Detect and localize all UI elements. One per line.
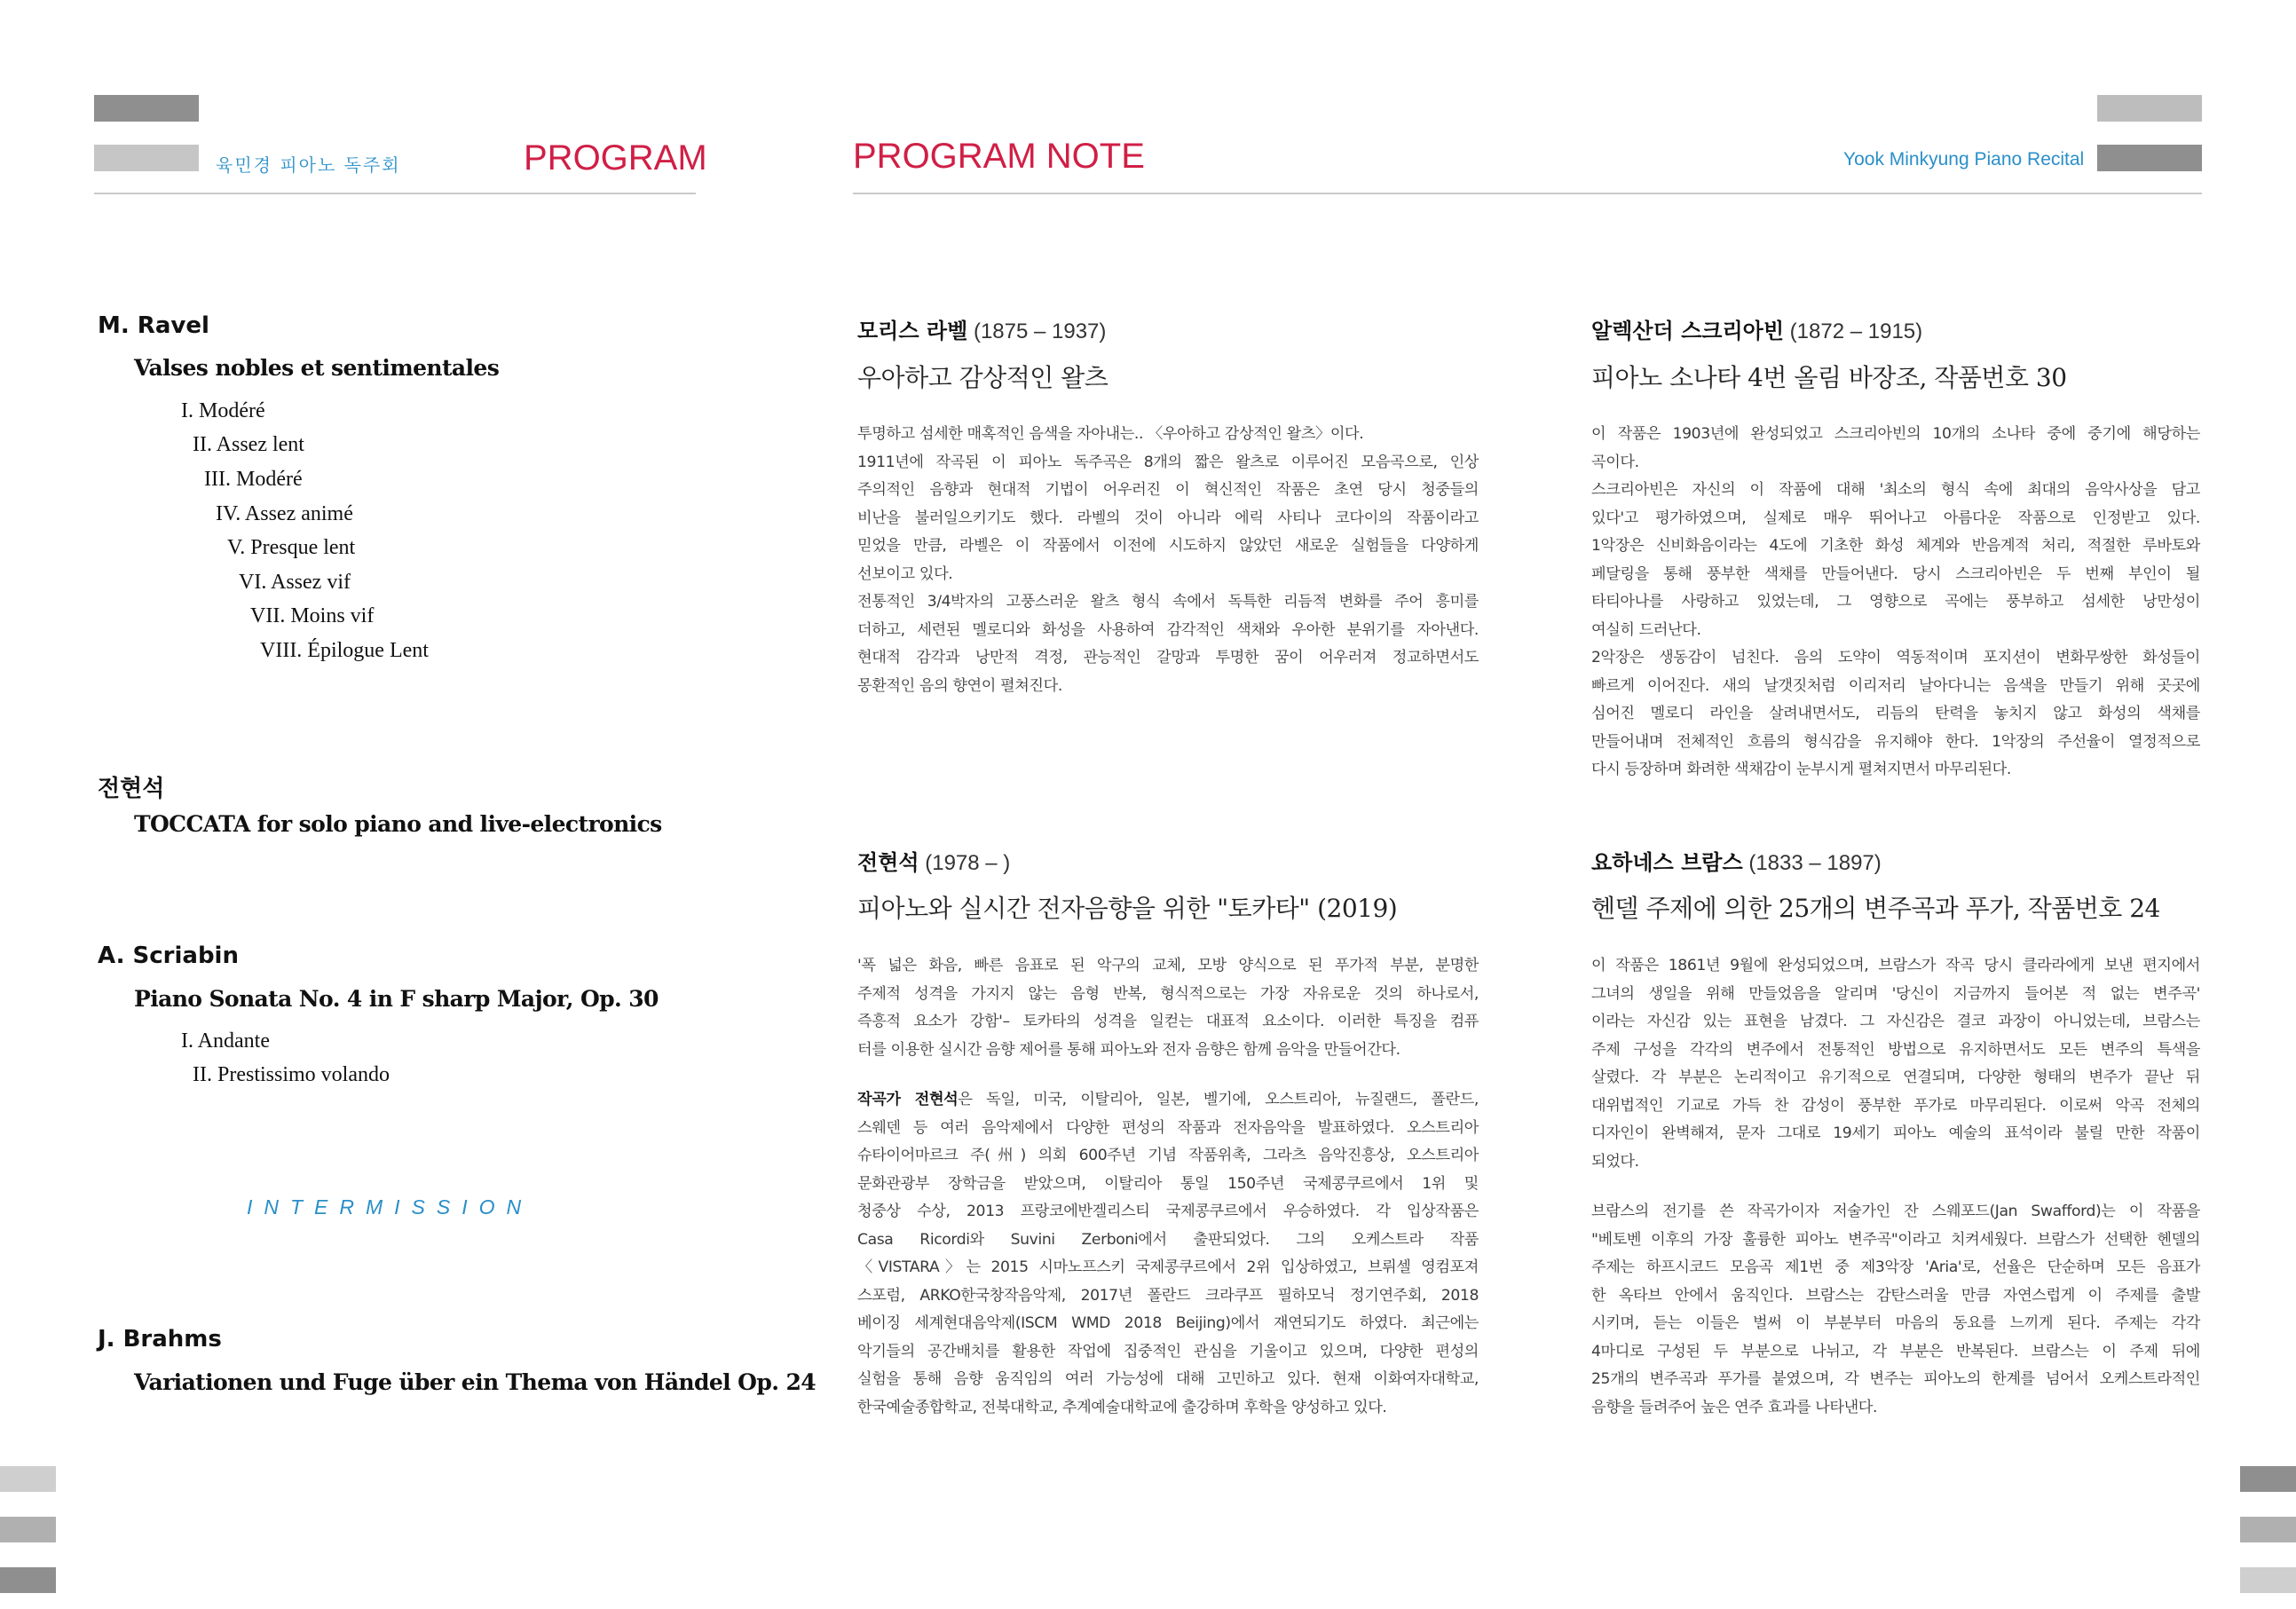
note-line: 있다'고 평가하였으며, 실제로 매우 뛰어나고 아름다운 작품으로 인정받고 있다. bbox=[1591, 509, 2200, 527]
note-line: 곡이다. bbox=[1591, 453, 1639, 471]
note-line: 한 옥타브 안에서 움직인다. 브람스는 감탄스러울 만큼 자연스럽게 이 주제를 출발 bbox=[1591, 1286, 2200, 1305]
note-line: 빠르게 이어진다. 새의 날갯짓처럼 이리저리 날아다니는 음색을 만들기 위해 곳곳에 bbox=[1591, 676, 2200, 695]
note-composer-name: 모리스 라벨 bbox=[857, 319, 968, 343]
note-bio-first: 은 독일, 미국, 이탈리아, 일본, 벨기에, 오스트리아, 뉴질랜드, 폴란드, bbox=[958, 1091, 1479, 1108]
program-work-brahms: Variationen und Fuge über ein Thema von Händel Op. 24 bbox=[134, 1369, 817, 1395]
program-work-jeon: TOCCATA for solo piano and live-electronics bbox=[134, 811, 662, 837]
note-composer-name: 요하네스 브람스 bbox=[1591, 850, 1743, 875]
note-composer-years: (1978 – ) bbox=[919, 851, 1011, 875]
header-english-title: Yook Minkyung Piano Recital bbox=[1843, 149, 2085, 170]
note-line: Casa Ricordi와 Suvini Zerboni에서 출판되었다. 그의 오케스트라 작품 bbox=[857, 1230, 1479, 1249]
note-line: 슈타이어마르크 주(州) 의회 600주년 기념 작품위촉, 그라츠 음악진흥상, 오스트리아 bbox=[857, 1147, 1479, 1164]
deco-bar bbox=[0, 1517, 56, 1542]
program-movement: VIII. Épilogue Lent bbox=[260, 639, 429, 662]
note-line: 스웨덴 등 여러 음악제에서 다양한 편성의 작품과 전자음악을 발표하였다. 오스트리아 bbox=[857, 1118, 1479, 1137]
note-line: 1악장은 신비화음이라는 4도에 기초한 화성 체계와 반음계적 처리, 적절한 루바토와 bbox=[1591, 537, 2200, 555]
program-composer-scriabin: A. Scriabin bbox=[98, 943, 239, 969]
note-line: 시키며, 듣는 이들은 벌써 이 부분부터 마음의 동요를 느끼게 된다. 주제는 각각 bbox=[1591, 1314, 2200, 1332]
note-heading-ravel bbox=[857, 313, 1106, 344]
program-movement: V. Presque lent bbox=[227, 536, 356, 559]
note-body-brahms bbox=[1591, 952, 2200, 1422]
program-movement: VII. Moins vif bbox=[250, 604, 375, 627]
note-line: 청중상 수상, 2013 프랑코에반겔리스티 국제콩쿠르에서 우승하였다. 각 입상작품은 bbox=[857, 1203, 1479, 1220]
note-line: 여실히 드러난다. bbox=[1591, 620, 1701, 639]
note-body-scriabin bbox=[1591, 421, 2200, 785]
deco-bar bbox=[94, 95, 199, 122]
note-line: 몽환적인 음의 향연이 펼쳐진다. bbox=[857, 676, 1062, 695]
deco-bar bbox=[2097, 145, 2202, 171]
note-line: 악기들의 공간배치를 활용한 작업에 집중적인 관심을 기울이고 있으며, 다양한 편성의 bbox=[857, 1342, 1479, 1361]
program-work-scriabin: Piano Sonata No. 4 in F sharp Major, Op. 30 bbox=[134, 986, 659, 1012]
note-line: 한국예술종합학교, 전북대학교, 추계예술대학교에 출강하며 후학을 양성하고 있다. bbox=[857, 1398, 1387, 1416]
note-heading-brahms bbox=[1591, 845, 1882, 876]
header-rule-left bbox=[94, 193, 696, 194]
header-program: PROGRAM bbox=[524, 138, 707, 177]
note-composer-name: 전현석 bbox=[857, 850, 919, 875]
note-line: 스크리아빈은 자신의 이 작품에 대해 '최소의 형식 속에 최대의 음악사상을 담고 bbox=[1591, 481, 2200, 499]
note-line: 이라는 자신감 있는 표현을 남겼다. 그 자신감은 결코 과장이 아니었는데, 브람스는 bbox=[1591, 1013, 2200, 1030]
deco-bar bbox=[0, 1567, 56, 1593]
note-line: 주의적인 음향과 현대적 기법이 어우러진 이 혁신적인 작품은 초연 당시 청중들의 bbox=[857, 481, 1479, 499]
note-line: 25개의 변주곡과 푸가를 붙였으며, 각 변주는 피아노의 한계를 넘어서 오케스트라적인 bbox=[1591, 1370, 2200, 1388]
note-line: 그녀의 생일을 위해 만들었음을 알리며 '당신이 지금까지 들어본 적 없는 변주곡' bbox=[1591, 984, 2200, 1003]
note-title-brahms: 헨델 주제에 의한 25개의 변주곡과 푸가, 작품번호 24 bbox=[1591, 894, 2160, 923]
note-composer-name: 알렉산더 스크리아빈 bbox=[1591, 319, 1785, 343]
note-line: 베이징 세계현대음악제(ISCM WMD 2018 Beijing)에서 재연되기도 하였다. 최근에는 bbox=[857, 1314, 1479, 1332]
note-line: 투명하고 섬세한 매혹적인 음색을 자아내는.. 〈우아하고 감상적인 왈츠〉이다. bbox=[857, 425, 1364, 443]
note-line: 주제 구성을 각각의 변주에서 전통적인 방법으로 유지하면서도 모든 변주의 특색을 bbox=[1591, 1040, 2200, 1059]
note-line: 페달링을 통해 풍부한 색채를 만들어낸다. 당시 스크리아빈은 두 번째 부인이 될 bbox=[1591, 564, 2200, 583]
note-line: 현대적 감각과 낭만적 격정, 관능적인 갈망과 투명한 꿈이 어우러져 정교하면서도 bbox=[857, 649, 1479, 666]
note-line: 이 작품은 1861년 9월에 완성되었으며, 브람스가 작곡 당시 클라라에게 보낸 편지에서 bbox=[1591, 957, 2200, 974]
program-work-ravel: Valses nobles et sentimentales bbox=[134, 355, 500, 381]
note-line: 1911년에 작곡된 이 피아노 독주곡은 8개의 짧은 왈츠로 이루어진 모음곡으로, 인상 bbox=[857, 453, 1479, 471]
deco-bar bbox=[2240, 1466, 2296, 1492]
header-korean-title: 육민경 피아노 독주회 bbox=[216, 154, 401, 176]
note-title-jeon: 피아노와 실시간 전자음향을 위한 "토카타" (2019) bbox=[857, 894, 1398, 923]
note-heading-jeon bbox=[857, 845, 1010, 876]
note-line: 터를 이용한 실시간 음향 제어를 통해 피아노와 전자 음향은 함께 음악을 만들어간다. bbox=[857, 1040, 1400, 1059]
program-movement: III. Modéré bbox=[204, 468, 303, 491]
program-movement: I. Andante bbox=[181, 1029, 270, 1053]
note-line: 문화관광부 장학금을 받았으며, 이탈리아 통일 150주년 국제콩쿠르에서 1위 및 bbox=[857, 1174, 1479, 1193]
note-line: 스포럼, ARKO한국창작음악제, 2017년 폴란드 크라쿠프 필하모닉 정기연주회, 2018 bbox=[857, 1286, 1479, 1305]
note-line: 즉흥적 요소가 강함'– 토카타의 성격을 일컫는 대표적 요소이다. 이러한 특징을 컴퓨 bbox=[857, 1013, 1479, 1030]
deco-bar bbox=[2240, 1567, 2296, 1593]
note-line: 타티아나를 사랑하고 있었는데, 그 영향으로 곡에는 풍부하고 섬세한 낭만성이 bbox=[1591, 593, 2200, 611]
note-body-jeon bbox=[857, 952, 1479, 1422]
note-bio-label: 작곡가 전현석 bbox=[857, 1091, 959, 1108]
note-line: 되었다. bbox=[1591, 1152, 1639, 1171]
program-movement: I. Modéré bbox=[181, 399, 265, 422]
note-line: 살렸다. 각 부분은 논리적이고 유기적으로 연결되며, 다양한 형태의 변주가 끝난 뒤 bbox=[1591, 1069, 2200, 1086]
note-title-scriabin: 피아노 소나타 4번 올림 바장조, 작품번호 30 bbox=[1591, 363, 2067, 392]
note-line: 2악장은 생동감이 넘친다. 음의 도약이 역동적이며 포지션이 변화무쌍한 화성들이 bbox=[1591, 649, 2200, 666]
note-line: 만들어내며 전체적인 흐름의 형식감을 유지해야 한다. 1악장의 주선율이 열정적으로 bbox=[1591, 732, 2200, 751]
program-composer-ravel: M. Ravel bbox=[98, 312, 209, 339]
note-line: 디자인이 완벽해져, 문자 그대로 19세기 피아노 예술의 표석이라 불릴 만한 작품이 bbox=[1591, 1124, 2200, 1142]
header-program-note: PROGRAM NOTE bbox=[853, 137, 1145, 176]
note-line: 주제는 하프시코드 모음곡 제1번 중 제3악장 'Aria'로, 선율은 단순하며 모든 음표가 bbox=[1591, 1258, 2200, 1276]
note-line: 비난을 불러일으키기도 했다. 라벨의 것이 아니라 에릭 사티나 코다이의 작품이라고 bbox=[857, 509, 1479, 527]
note-line: 이 작품은 1903년에 완성되었고 스크리아빈의 10개의 소나타 중에 중기에 해당하는 bbox=[1591, 425, 2200, 443]
note-line: 실험을 통해 음향 움직임의 여러 가능성에 대해 고민하고 있다. 현재 이화여자대학교, bbox=[857, 1370, 1479, 1388]
program-composer-jeon: 전현석 bbox=[98, 776, 165, 802]
note-line: 음향을 들려주어 높은 연주 효과를 나타낸다. bbox=[1591, 1398, 1878, 1416]
note-line: '폭 넓은 화음, 빠른 음표로 된 악구의 교체, 모방 양식으로 된 푸가적 부분, 분명한 bbox=[857, 957, 1479, 974]
note-line: 더하고, 세련된 멜로디와 화성을 사용하여 감각적인 색채와 우아한 분위기를 자아낸다. bbox=[857, 620, 1479, 639]
note-heading-scriabin bbox=[1591, 313, 1922, 344]
note-line: 주제적 성격을 가지지 않는 음형 반복, 형식적으로는 가장 자유로운 것의 하나로서, bbox=[857, 984, 1479, 1003]
note-title-ravel: 우아하고 감상적인 왈츠 bbox=[857, 363, 1109, 392]
note-composer-years: (1875 – 1937) bbox=[967, 319, 1107, 343]
deco-bar bbox=[94, 145, 199, 171]
note-line: 〈VISTARA〉는 2015 시마노프스키 국제콩쿠르에서 2위 입상하였고, 브뤼셀 영컴포져 bbox=[857, 1258, 1479, 1276]
note-line: 선보이고 있다. bbox=[857, 564, 953, 583]
program-movement: VI. Assez vif bbox=[239, 571, 351, 594]
header-rule-right bbox=[853, 193, 2202, 194]
program-intermission: INTERMISSION bbox=[247, 1195, 533, 1219]
note-line: 믿었을 만큼, 라벨은 이 작품에서 이전에 시도하지 않았던 새로운 실험들을 다양하게 bbox=[857, 537, 1479, 555]
note-body-ravel bbox=[857, 421, 1479, 700]
note-line: 전통적인 3/4박자의 고풍스러운 왈츠 형식 속에서 독특한 리듬적 변화를 주어 흥미를 bbox=[857, 593, 1479, 611]
note-line: 4마디로 구성된 두 부분으로 나뉘고, 각 부분은 반복된다. 브람스는 이 주제 뒤에 bbox=[1591, 1342, 2200, 1361]
deco-bar bbox=[2097, 95, 2202, 122]
program-movement: II. Assez lent bbox=[193, 433, 304, 456]
note-line bbox=[857, 1086, 1479, 1115]
program-composer-brahms: J. Brahms bbox=[98, 1326, 222, 1353]
note-line: 심어진 멜로디 라인을 살려내면서도, 리듬의 탄력을 놓치지 않고 화성의 색채를 bbox=[1591, 705, 2200, 722]
program-movement: II. Prestissimo volando bbox=[193, 1063, 390, 1086]
note-line: 브람스의 전기를 쓴 작곡가이자 저술가인 잔 스웨포드(Jan Swafford)는 이 작품을 bbox=[1591, 1203, 2200, 1220]
note-line: 다시 등장하며 화려한 색채감이 눈부시게 펼쳐지면서 마무리된다. bbox=[1591, 761, 2011, 778]
deco-bar bbox=[0, 1466, 56, 1492]
note-line: "베토벤 이후의 가장 훌륭한 피아노 변주곡"이라고 치켜세웠다. 브람스가 선택한 헨델의 bbox=[1591, 1230, 2200, 1249]
note-composer-years: (1872 – 1915) bbox=[1784, 319, 1923, 343]
note-line: 대위법적인 기교로 가득 찬 감성이 풍부한 푸가로 마무리된다. 이로써 악곡 전체의 bbox=[1591, 1096, 2200, 1115]
note-composer-years: (1833 – 1897) bbox=[1742, 851, 1882, 875]
deco-bar bbox=[2240, 1517, 2296, 1542]
program-movement: IV. Assez animé bbox=[216, 502, 353, 525]
